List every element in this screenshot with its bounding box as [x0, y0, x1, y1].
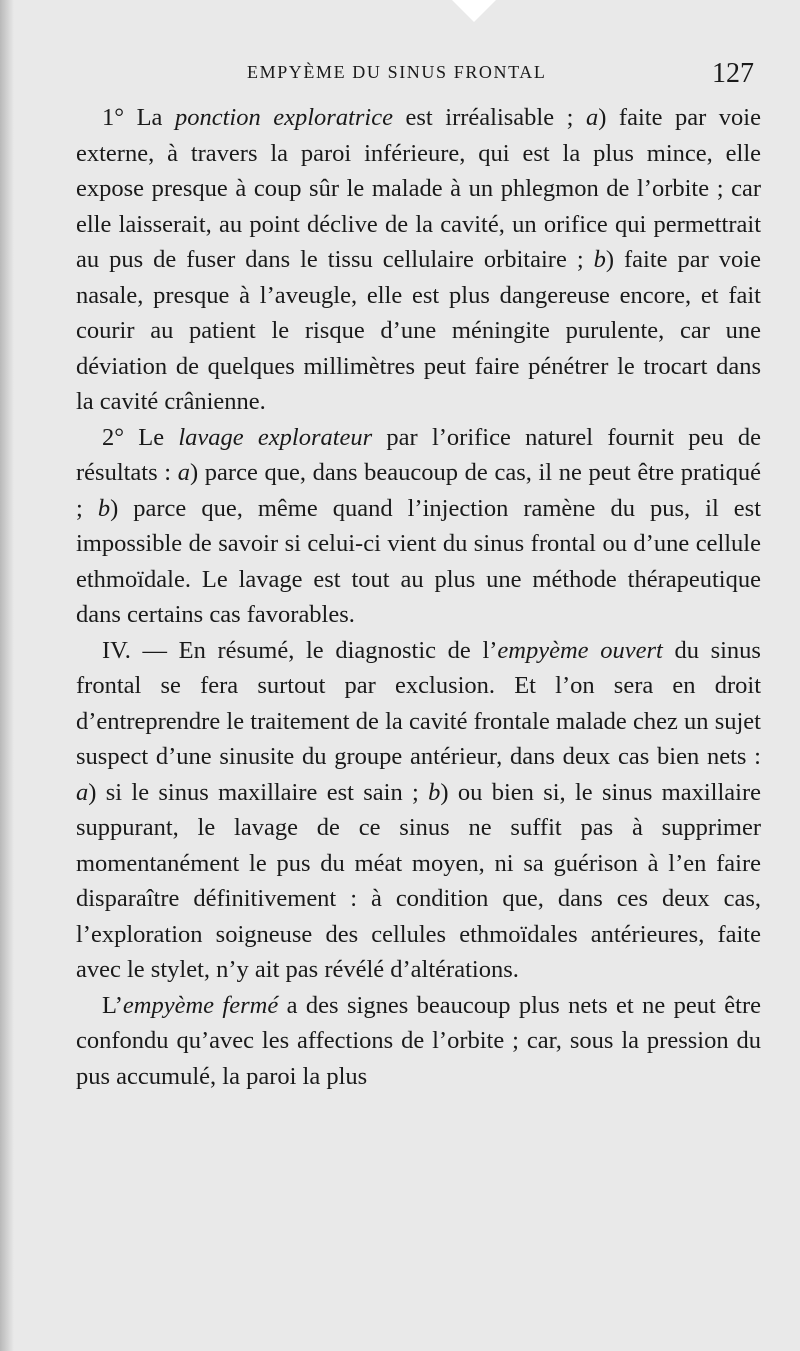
paragraph-resume: [76, 633, 761, 988]
text-run: ) ou bien si, le sinus maxillaire suppurant, le lavage de ce sinus ne suffit pas à supprimer momentanément le pus du méat moyen, ni sa guérison à l’en faire disparaître définitivement : à condition que, dans ces deux cas, l’exploration soigneuse des cellules ethmoïdales antérieures, faite avec le stylet, n’y ait pas révélé d’altérations.: [76, 778, 761, 983]
text-run: ) faite par voie nasale, presque à l’aveugle, elle est plus dangereuse encore, et fait courir au patient le risque d’une méningite purulente, car une déviation de quelques millimètres peut faire pénétrer le trocart dans la cavité crânienne.: [76, 246, 761, 415]
page-number: 127: [712, 58, 754, 89]
text-run: 2° Le: [102, 423, 179, 451]
italic-letter: a: [585, 104, 599, 131]
page-edge-shadow: [0, 0, 14, 1351]
italic-letter: a: [177, 459, 190, 486]
paragraph-empyeme-ferme: [76, 988, 761, 1095]
text-run: a des signes beaucoup plus nets et ne peut être confondu qu’avec les affections de l’orbite ; car, sous la pression du pus accumulé, la paroi la plus: [76, 991, 761, 1090]
italic-term: lavage explorateur: [178, 423, 373, 451]
body-text: [76, 100, 761, 1340]
italic-term: ponction exploratrice: [174, 104, 393, 131]
text-run: ) parce que, même quand l’injection ramène du pus, il est impossible de savoir si celui-ci vient du sinus frontal ou d’une cellule ethmoïdale. Le lavage est tout au plus une méthode thérapeutique dans certains cas favorables.: [76, 494, 761, 628]
text-run: ) parce que, dans beaucoup de cas, il ne peut être pratiqué ;: [76, 459, 761, 522]
text-run: L’: [102, 991, 123, 1019]
italic-letter: b: [593, 246, 606, 273]
text-run: ) faite par voie externe, à travers la paroi inférieure, qui est la plus mince, elle expose presque à coup sûr le malade à un phlegmon de l’orbite ; car elle laisserait, au point déclive de la cavité, un orifice qui permettrait au pus de fuser dans le tissu cellulaire orbitaire ;: [76, 104, 761, 273]
paragraph-lavage-explorateur: [76, 420, 761, 633]
text-run: est irréalisable ;: [392, 104, 586, 131]
running-head-title: EMPYÈME DU SINUS FRONTAL: [247, 62, 547, 82]
text-run: ) si le sinus maxillaire est sain ;: [88, 778, 429, 806]
text-run: par l’orifice naturel fournit peu de résultats :: [76, 423, 761, 486]
page-tear-mark: [452, 0, 496, 22]
italic-letter: a: [76, 778, 89, 806]
paragraph-ponction-exploratrice: [76, 100, 761, 420]
running-head: [0, 58, 800, 92]
italic-term: empyème ouvert: [497, 636, 663, 664]
italic-letter: b: [97, 494, 111, 522]
text-run: IV. — En résumé, le diagnostic de l’: [102, 636, 498, 664]
text-run: 1° La: [102, 104, 175, 131]
italic-term: empyème fermé: [122, 991, 279, 1019]
italic-letter: b: [428, 778, 441, 806]
text-run: du sinus frontal se fera surtout par exclusion. Et l’on sera en droit d’entreprendre le traitement de la cavité frontale malade chez un sujet suspect d’une sinusite du groupe antérieur, dans deux cas bien nets :: [76, 636, 761, 770]
